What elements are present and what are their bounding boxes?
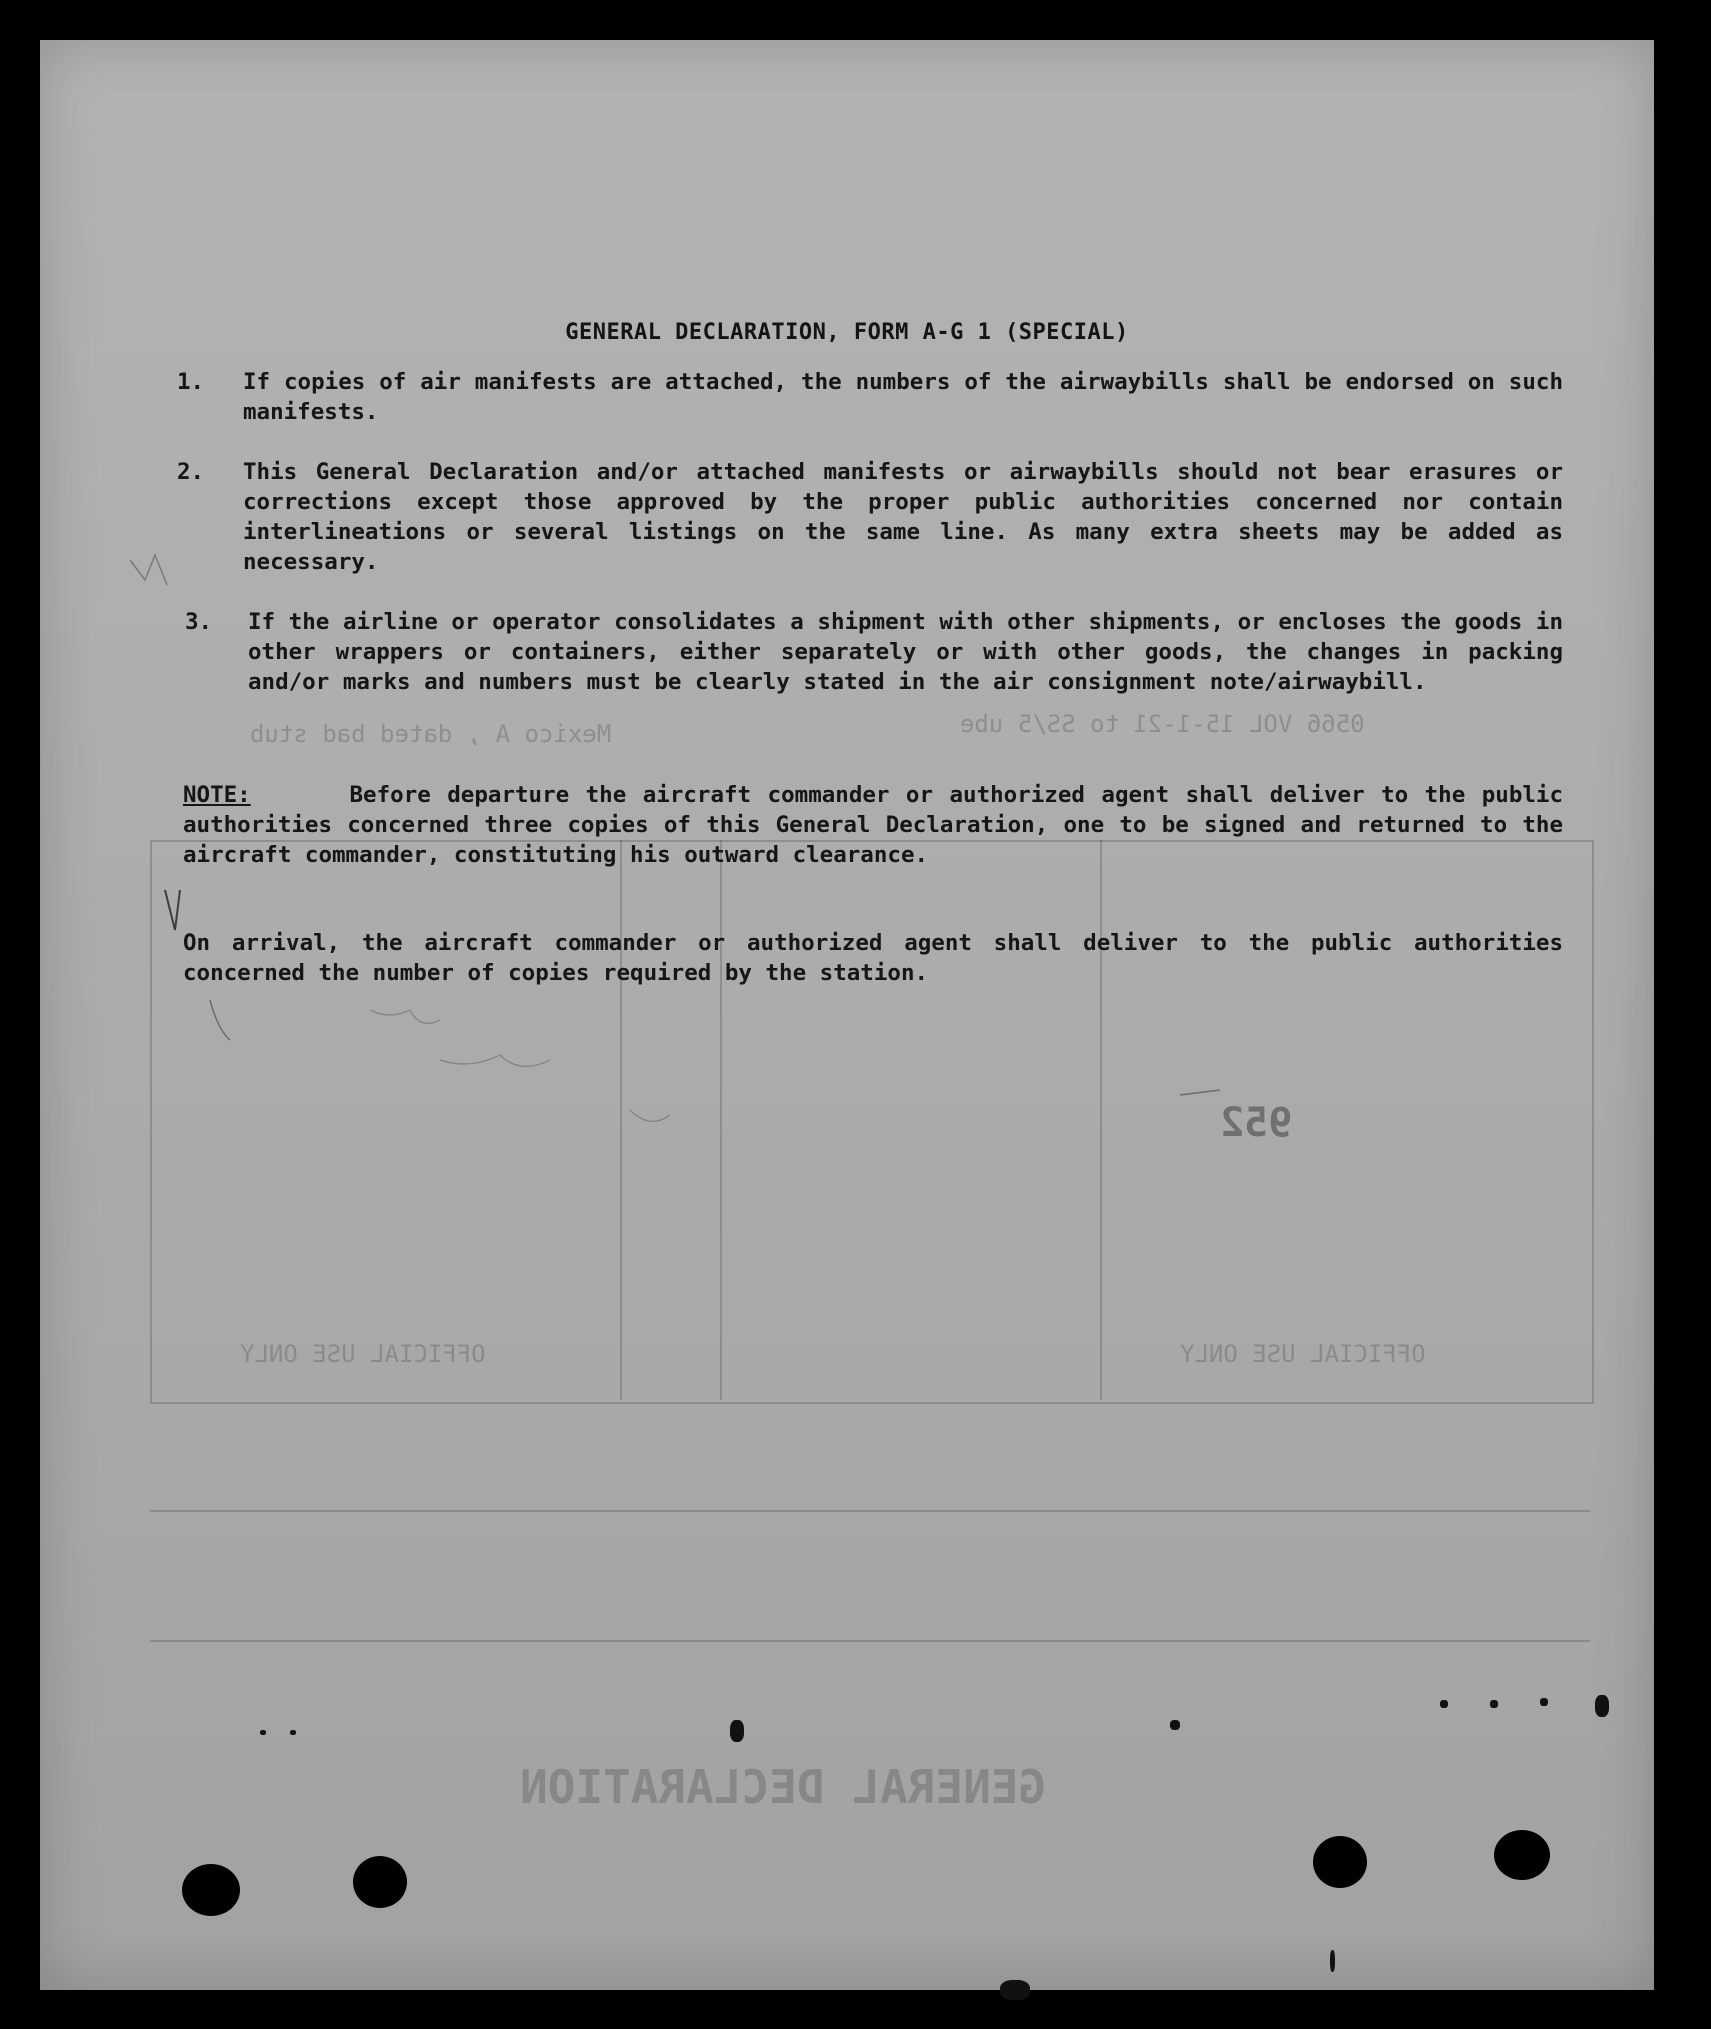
document-sheet [40, 40, 1654, 1990]
note-label: NOTE: [183, 782, 251, 808]
item-text: If the airline or operator consolidates a shipment with other shipments, or encloses the goods in other wrappers or containers, either separately or with other goods, the changes in packing and/or marks and numbers must be clearly stated in the air consignment note/airwaybill. [248, 609, 1563, 695]
bleed-through-text: 0566 VOL 15-1-21 to SS/5 ube [960, 710, 1365, 738]
ink-speck [290, 1730, 296, 1735]
bleed-through-text: OFFICIAL USE ONLY [1180, 1340, 1426, 1368]
item-text: If copies of air manifests are attached, the numbers of the airwaybills shall be endorsed on such manifests. [243, 369, 1563, 425]
ink-speck [1000, 1980, 1030, 2000]
punch-hole [353, 1856, 407, 1908]
ink-speck [260, 1730, 266, 1735]
document-title: GENERAL DECLARATION, FORM A-G 1 (SPECIAL) [565, 320, 1129, 345]
bleed-through-text: OFFICIAL USE ONLY [240, 1340, 486, 1368]
item-number: 3. [185, 609, 213, 635]
ink-speck [730, 1720, 744, 1742]
ink-speck [1330, 1950, 1335, 1972]
ink-speck [1490, 1700, 1498, 1708]
bleed-through-text: Mexico A , dated bad stub [250, 720, 612, 748]
arrival-paragraph: On arrival, the aircraft commander or authorized agent shall deliver to the public authorities concerned the number of copies required by the station. [183, 930, 1563, 986]
punch-hole [1494, 1830, 1550, 1880]
ink-speck [1170, 1720, 1180, 1730]
item-number: 2. [177, 459, 205, 485]
pencil-marks [40, 40, 1654, 1990]
item-number: 1. [177, 369, 205, 395]
ink-speck [1540, 1698, 1548, 1706]
punch-hole [1313, 1836, 1367, 1888]
item-text: This General Declaration and/or attached manifests or airwaybills should not bear erasures or corrections except those approved by the proper public authorities concerned nor contain interlineations or several listings on the same line. As many extra sheets may be added as necessary. [243, 459, 1563, 575]
bleed-through-text: GENERAL DECLARATION [520, 1760, 1047, 1814]
punch-hole [182, 1864, 240, 1916]
bleed-through-text: 952 [1220, 1100, 1293, 1146]
ink-speck [1595, 1695, 1609, 1717]
note-text: Before departure the aircraft commander or authorized agent shall deliver to the public authorities concerned three copies of this General Declaration, one to be signed and returned to the aircraft commander, constituting his outward clearance. [183, 782, 1564, 868]
ink-speck [1440, 1700, 1448, 1708]
